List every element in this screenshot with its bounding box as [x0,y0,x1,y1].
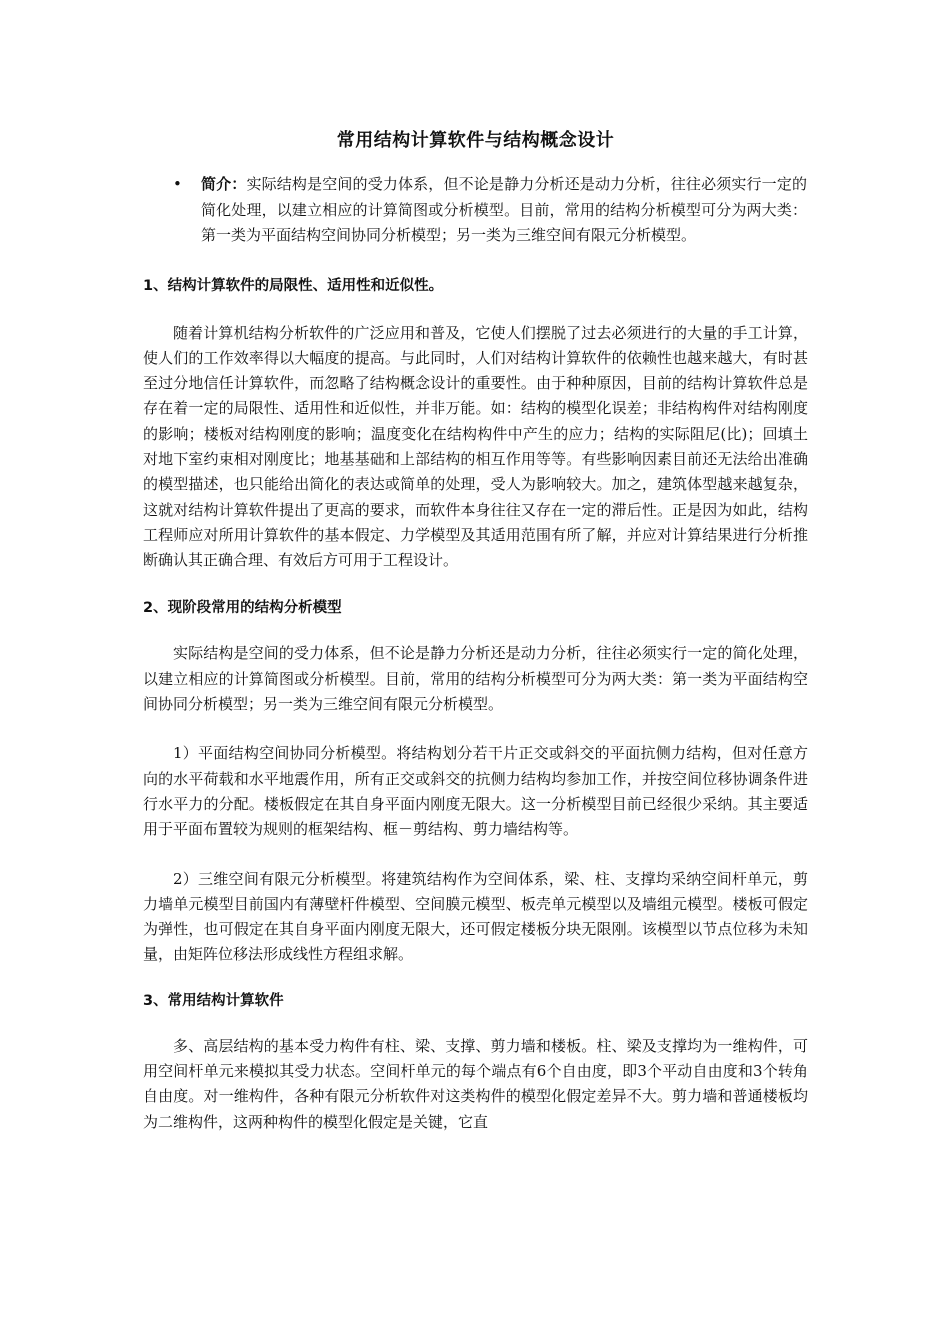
page-title: 常用结构计算软件与结构概念设计 [336,130,615,151]
intro-text-block [201,172,807,249]
intro-bullet [173,172,808,249]
section-3-paragraph-1: 多、高层结构的基本受力构件有柱、梁、支撑、剪力墙和楼板。柱、梁及支撑均为一维构件，可用空间杆单元来模拟其受力状态。空间杆单元的每个端点有6个自由度，即3个平动自由度和3个转角自由度。对一维构件，各种有限元分析软件对这类构件的模型化假定差异不大。剪力墙和普通楼板均为二维构件，这两种构件的模型化假定是关键，它直 [143,1036,808,1131]
section-2-paragraph-1: 实际结构是空间的受力体系，但不论是静力分析还是动力分析，往往必须实行一定的简化处理，以建立相应的计算简图或分析模型。目前，常用的结构分析模型可分为两大类：第一类为平面结构空间协同分析模型；另一类为三维空间有限元分析模型。 [143,644,808,714]
section-3-heading: 3、常用结构计算软件 [143,992,284,1009]
document-page [143,118,808,1135]
section-2-paragraph-3: 2）三维空间有限元分析模型。将建筑结构作为空间体系，梁、柱、支撑均采纳空间杆单元，剪力墙单元模型目前国内有薄壁杆件模型、空间膜元模型、板壳单元模型以及墙组元模型。楼板可假定为弹性，也可假定在其自身平面内刚度无限大，还可假定楼板分块无限刚。该模型以节点位移为未知量，由矩阵位移法形成线性方程组求解。 [143,869,808,964]
intro-text: 实际结构是空间的受力体系，但不论是静力分析还是动力分析，往往必须实行一定的简化处理，以建立相应的计算简图或分析模型。目前，常用的结构分析模型可分为两大类：第一类为平面结构空间协同分析模型；另一类为三维空间有限元分析模型。 [201,175,807,244]
section-1-heading: 1、结构计算软件的局限性、适用性和近似性。 [143,277,444,294]
intro-label: 简介： [201,175,247,193]
section-2-paragraph-2: 1）平面结构空间协同分析模型。将结构划分若干片正交或斜交的平面抗侧力结构，但对任意方向的水平荷载和水平地震作用，所有正交或斜交的抗侧力结构均参加工作，并按空间位移协调条件进行水平力的分配。楼板假定在其自身平面内刚度无限大。这一分析模型目前已经很少采纳。其主要适用于平面布置较为规则的框架结构、框－剪结构、剪力墙结构等。 [143,744,808,839]
section-2-heading: 2、现阶段常用的结构分析模型 [143,600,342,617]
section-1-paragraph-1: 随着计算机结构分析软件的广泛应用和普及，它使人们摆脱了过去必须进行的大量的手工计算，使人们的工作效率得以大幅度的提高。与此同时，人们对结构计算软件的依赖性也越来越大，有时甚至过分地信任计算软件，而忽略了结构概念设计的重要性。由于种种原因，目前的结构计算软件总是存在着一定的局限性、适用性和近似性，并非万能。如：结构的模型化误差；非结构构件对结构刚度的影响；楼板对结构刚度的影响；温度变化在结构构件中产生的应力；结构的实际阻尼(比)；回填土对地下室约束相对刚度比；地基基础和上部结构的相互作用等等。有些影响因素目前还无法给出准确的模型描述，也只能给出简化的表达或简单的处理，受人为影响较大。加之，建筑体型越来越复杂，这就对结构计算软件提出了更高的要求，而软件本身往往又存在一定的滞后性。正是因为如此，结构工程师应对所用计算软件的基本假定、力学模型及其适用范围有所了解，并应对计算结果进行分析推断确认其正确合理、有效后方可用于工程设计。 [143,323,808,570]
bullet-dot-icon: • [173,175,182,193]
